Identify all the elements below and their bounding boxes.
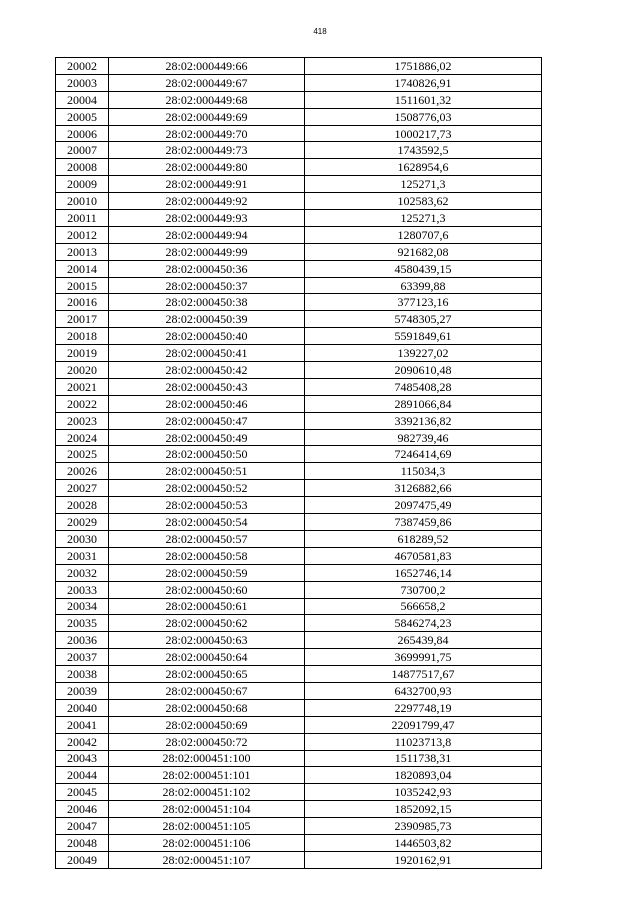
value-cell: 5591849,61 xyxy=(305,328,542,345)
registry-table-body xyxy=(56,58,542,869)
cadastral-number-cell: 28:02:000450:54 xyxy=(109,514,305,531)
row-number-cell: 20037 xyxy=(56,649,109,666)
row-number-cell: 20018 xyxy=(56,328,109,345)
table-row xyxy=(56,851,542,868)
table-row xyxy=(56,378,542,395)
value-cell: 1511738,31 xyxy=(305,750,542,767)
cadastral-number-cell: 28:02:000451:100 xyxy=(109,750,305,767)
row-number-cell: 20031 xyxy=(56,547,109,564)
row-number-cell: 20023 xyxy=(56,412,109,429)
cadastral-number-cell: 28:02:000451:101 xyxy=(109,767,305,784)
table-row xyxy=(56,159,542,176)
table-row xyxy=(56,193,542,210)
cadastral-number-cell: 28:02:000449:93 xyxy=(109,210,305,227)
row-number-cell: 20036 xyxy=(56,632,109,649)
value-cell: 1743592,5 xyxy=(305,142,542,159)
value-cell: 1820893,04 xyxy=(305,767,542,784)
cadastral-number-cell: 28:02:000449:73 xyxy=(109,142,305,159)
value-cell: 4670581,83 xyxy=(305,547,542,564)
cadastral-number-cell: 28:02:000450:65 xyxy=(109,666,305,683)
table-row xyxy=(56,362,542,379)
row-number-cell: 20049 xyxy=(56,851,109,868)
table-row xyxy=(56,395,542,412)
value-cell: 5748305,27 xyxy=(305,311,542,328)
cadastral-number-cell: 28:02:000451:104 xyxy=(109,801,305,818)
row-number-cell: 20015 xyxy=(56,277,109,294)
row-number-cell: 20008 xyxy=(56,159,109,176)
table-row xyxy=(56,142,542,159)
table-row xyxy=(56,733,542,750)
cadastral-number-cell: 28:02:000449:91 xyxy=(109,176,305,193)
cadastral-number-cell: 28:02:000450:43 xyxy=(109,378,305,395)
row-number-cell: 20011 xyxy=(56,210,109,227)
table-row xyxy=(56,243,542,260)
row-number-cell: 20032 xyxy=(56,564,109,581)
table-row xyxy=(56,125,542,142)
cadastral-number-cell: 28:02:000451:105 xyxy=(109,818,305,835)
value-cell: 1280707,6 xyxy=(305,226,542,243)
cadastral-number-cell: 28:02:000450:60 xyxy=(109,581,305,598)
value-cell: 115034,3 xyxy=(305,463,542,480)
value-cell: 1511601,32 xyxy=(305,91,542,108)
table-row xyxy=(56,176,542,193)
cadastral-number-cell: 28:02:000449:68 xyxy=(109,91,305,108)
table-row xyxy=(56,429,542,446)
cadastral-number-cell: 28:02:000450:40 xyxy=(109,328,305,345)
table-row xyxy=(56,277,542,294)
table-row xyxy=(56,581,542,598)
table-row xyxy=(56,682,542,699)
row-number-cell: 20043 xyxy=(56,750,109,767)
value-cell: 7246414,69 xyxy=(305,446,542,463)
table-row xyxy=(56,615,542,632)
cadastral-number-cell: 28:02:000450:47 xyxy=(109,412,305,429)
table-row xyxy=(56,480,542,497)
table-row xyxy=(56,564,542,581)
table-row xyxy=(56,547,542,564)
cadastral-number-cell: 28:02:000450:62 xyxy=(109,615,305,632)
value-cell: 921682,08 xyxy=(305,243,542,260)
row-number-cell: 20048 xyxy=(56,834,109,851)
table-row xyxy=(56,210,542,227)
row-number-cell: 20034 xyxy=(56,598,109,615)
table-row xyxy=(56,260,542,277)
cadastral-number-cell: 28:02:000449:67 xyxy=(109,74,305,91)
cadastral-number-cell: 28:02:000450:46 xyxy=(109,395,305,412)
page-number: 418 xyxy=(313,27,327,36)
row-number-cell: 20020 xyxy=(56,362,109,379)
row-number-cell: 20029 xyxy=(56,514,109,531)
value-cell: 63399,88 xyxy=(305,277,542,294)
value-cell: 1000217,73 xyxy=(305,125,542,142)
row-number-cell: 20006 xyxy=(56,125,109,142)
row-number-cell: 20038 xyxy=(56,666,109,683)
row-number-cell: 20028 xyxy=(56,497,109,514)
table-row xyxy=(56,58,542,75)
row-number-cell: 20010 xyxy=(56,193,109,210)
table-row xyxy=(56,463,542,480)
cadastral-number-cell: 28:02:000450:37 xyxy=(109,277,305,294)
value-cell: 618289,52 xyxy=(305,530,542,547)
cadastral-number-cell: 28:02:000451:102 xyxy=(109,784,305,801)
row-number-cell: 20047 xyxy=(56,818,109,835)
row-number-cell: 20013 xyxy=(56,243,109,260)
value-cell: 1628954,6 xyxy=(305,159,542,176)
value-cell: 139227,02 xyxy=(305,345,542,362)
cadastral-number-cell: 28:02:000449:70 xyxy=(109,125,305,142)
row-number-cell: 20004 xyxy=(56,91,109,108)
cadastral-number-cell: 28:02:000449:80 xyxy=(109,159,305,176)
table-row xyxy=(56,345,542,362)
cadastral-number-cell: 28:02:000450:39 xyxy=(109,311,305,328)
row-number-cell: 20017 xyxy=(56,311,109,328)
row-number-cell: 20021 xyxy=(56,378,109,395)
cadastral-number-cell: 28:02:000450:58 xyxy=(109,547,305,564)
table-row xyxy=(56,767,542,784)
cadastral-number-cell: 28:02:000451:106 xyxy=(109,834,305,851)
table-row xyxy=(56,750,542,767)
cadastral-number-cell: 28:02:000450:67 xyxy=(109,682,305,699)
value-cell: 730700,2 xyxy=(305,581,542,598)
value-cell: 1740826,91 xyxy=(305,74,542,91)
row-number-cell: 20025 xyxy=(56,446,109,463)
value-cell: 2891066,84 xyxy=(305,395,542,412)
value-cell: 982739,46 xyxy=(305,429,542,446)
value-cell: 3126882,66 xyxy=(305,480,542,497)
value-cell: 22091799,47 xyxy=(305,716,542,733)
value-cell: 3699991,75 xyxy=(305,649,542,666)
value-cell: 1852092,15 xyxy=(305,801,542,818)
cadastral-number-cell: 28:02:000450:41 xyxy=(109,345,305,362)
cadastral-number-cell: 28:02:000450:59 xyxy=(109,564,305,581)
cadastral-number-cell: 28:02:000450:50 xyxy=(109,446,305,463)
cadastral-number-cell: 28:02:000451:107 xyxy=(109,851,305,868)
cadastral-number-cell: 28:02:000450:63 xyxy=(109,632,305,649)
cadastral-number-cell: 28:02:000450:49 xyxy=(109,429,305,446)
cadastral-number-cell: 28:02:000449:66 xyxy=(109,58,305,75)
cadastral-number-cell: 28:02:000449:94 xyxy=(109,226,305,243)
value-cell: 4580439,15 xyxy=(305,260,542,277)
value-cell: 5846274,23 xyxy=(305,615,542,632)
value-cell: 566658,2 xyxy=(305,598,542,615)
cadastral-number-cell: 28:02:000450:61 xyxy=(109,598,305,615)
row-number-cell: 20016 xyxy=(56,294,109,311)
table-row xyxy=(56,412,542,429)
table-row xyxy=(56,699,542,716)
value-cell: 2390985,73 xyxy=(305,818,542,835)
cadastral-number-cell: 28:02:000450:51 xyxy=(109,463,305,480)
row-number-cell: 20039 xyxy=(56,682,109,699)
table-row xyxy=(56,91,542,108)
row-number-cell: 20027 xyxy=(56,480,109,497)
value-cell: 14877517,67 xyxy=(305,666,542,683)
cadastral-number-cell: 28:02:000450:57 xyxy=(109,530,305,547)
table-row xyxy=(56,716,542,733)
table-row xyxy=(56,497,542,514)
table-row xyxy=(56,328,542,345)
value-cell: 1508776,03 xyxy=(305,108,542,125)
row-number-cell: 20026 xyxy=(56,463,109,480)
value-cell: 1652746,14 xyxy=(305,564,542,581)
value-cell: 2090610,48 xyxy=(305,362,542,379)
row-number-cell: 20033 xyxy=(56,581,109,598)
value-cell: 1920162,91 xyxy=(305,851,542,868)
row-number-cell: 20044 xyxy=(56,767,109,784)
table-row xyxy=(56,108,542,125)
value-cell: 6432700,93 xyxy=(305,682,542,699)
row-number-cell: 20040 xyxy=(56,699,109,716)
table-row xyxy=(56,649,542,666)
value-cell: 7485408,28 xyxy=(305,378,542,395)
value-cell: 11023713,8 xyxy=(305,733,542,750)
row-number-cell: 20030 xyxy=(56,530,109,547)
value-cell: 125271,3 xyxy=(305,176,542,193)
cadastral-number-cell: 28:02:000450:64 xyxy=(109,649,305,666)
row-number-cell: 20024 xyxy=(56,429,109,446)
cadastral-number-cell: 28:02:000450:68 xyxy=(109,699,305,716)
cadastral-number-cell: 28:02:000449:92 xyxy=(109,193,305,210)
row-number-cell: 20019 xyxy=(56,345,109,362)
value-cell: 377123,16 xyxy=(305,294,542,311)
row-number-cell: 20003 xyxy=(56,74,109,91)
value-cell: 3392136,82 xyxy=(305,412,542,429)
cadastral-number-cell: 28:02:000450:52 xyxy=(109,480,305,497)
cadastral-number-cell: 28:02:000449:99 xyxy=(109,243,305,260)
registry-table xyxy=(55,57,542,869)
table-row xyxy=(56,226,542,243)
cadastral-number-cell: 28:02:000450:53 xyxy=(109,497,305,514)
row-number-cell: 20046 xyxy=(56,801,109,818)
row-number-cell: 20007 xyxy=(56,142,109,159)
row-number-cell: 20045 xyxy=(56,784,109,801)
value-cell: 265439,84 xyxy=(305,632,542,649)
table-row xyxy=(56,834,542,851)
table-row xyxy=(56,446,542,463)
row-number-cell: 20022 xyxy=(56,395,109,412)
table-row xyxy=(56,311,542,328)
table-row xyxy=(56,801,542,818)
table-row xyxy=(56,666,542,683)
table-row xyxy=(56,294,542,311)
cadastral-number-cell: 28:02:000450:42 xyxy=(109,362,305,379)
table-row xyxy=(56,818,542,835)
value-cell: 1751886,02 xyxy=(305,58,542,75)
value-cell: 2097475,49 xyxy=(305,497,542,514)
row-number-cell: 20035 xyxy=(56,615,109,632)
row-number-cell: 20009 xyxy=(56,176,109,193)
value-cell: 125271,3 xyxy=(305,210,542,227)
table-row xyxy=(56,74,542,91)
row-number-cell: 20012 xyxy=(56,226,109,243)
value-cell: 2297748,19 xyxy=(305,699,542,716)
cadastral-number-cell: 28:02:000450:72 xyxy=(109,733,305,750)
cadastral-number-cell: 28:02:000450:69 xyxy=(109,716,305,733)
value-cell: 102583,62 xyxy=(305,193,542,210)
row-number-cell: 20005 xyxy=(56,108,109,125)
row-number-cell: 20014 xyxy=(56,260,109,277)
cadastral-number-cell: 28:02:000450:36 xyxy=(109,260,305,277)
cadastral-number-cell: 28:02:000450:38 xyxy=(109,294,305,311)
row-number-cell: 20041 xyxy=(56,716,109,733)
value-cell: 1446503,82 xyxy=(305,834,542,851)
value-cell: 1035242,93 xyxy=(305,784,542,801)
cadastral-number-cell: 28:02:000449:69 xyxy=(109,108,305,125)
table-row xyxy=(56,514,542,531)
table-row xyxy=(56,632,542,649)
row-number-cell: 20042 xyxy=(56,733,109,750)
table-row xyxy=(56,530,542,547)
row-number-cell: 20002 xyxy=(56,58,109,75)
table-row xyxy=(56,784,542,801)
table-row xyxy=(56,598,542,615)
value-cell: 7387459,86 xyxy=(305,514,542,531)
